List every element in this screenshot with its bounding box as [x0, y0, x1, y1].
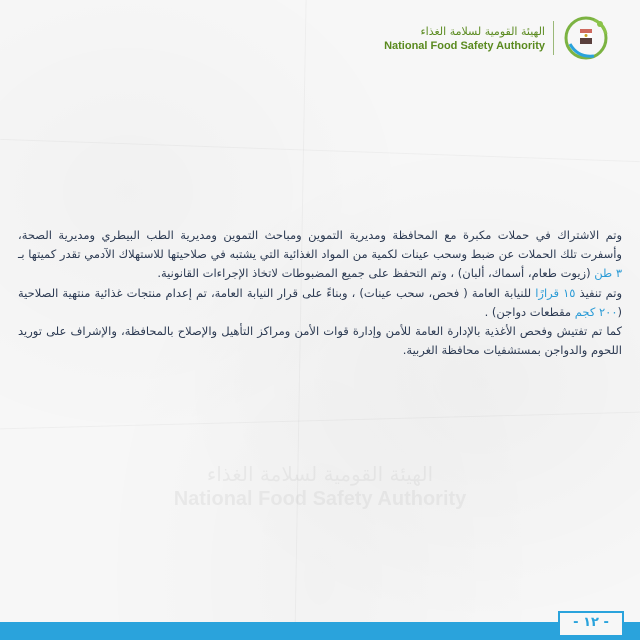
footer-bar — [0, 622, 640, 640]
nfsa-emblem-icon — [562, 14, 610, 62]
logo-divider — [553, 21, 554, 55]
org-name-english: National Food Safety Authority — [384, 39, 545, 52]
paragraph-text: وتم الاشتراك في حملات مكبرة مع المحافظة ومديرية التموين ومباحث التموين ومديرية الطب البيطري ومديرية الصحة، وأسفرت تلك الحملات عن ضبط وسحب عينات لكمية من المواد الغذائية التي يشتبه في صلاحيتها للاستهلاك الآدمي تقدر كميتها بـ — [18, 228, 622, 262]
paragraph-text: وتم تنفيذ — [575, 285, 623, 300]
page-number: - ١٢ - — [558, 611, 624, 635]
watermark-arabic: الهيئة القومية لسلامة الغذاء — [206, 462, 434, 486]
paragraph-decisions — [18, 284, 622, 322]
logo-text — [384, 25, 545, 52]
paragraph-text: (زيوت طعام، أسماك، ألبان) ، وتم التحفظ على جميع المضبوطات لاتخاذ الإجراءات القانونية. — [157, 266, 595, 281]
paper-crease — [0, 139, 640, 162]
body-text — [18, 226, 622, 360]
header-logo — [384, 14, 610, 62]
org-name-arabic: الهيئة القومية لسلامة الغذاء — [420, 24, 545, 38]
watermark-english: National Food Safety Authority — [173, 488, 467, 510]
watermark — [0, 462, 640, 511]
paragraph-inspection: كما تم تفتيش وفحص الأغذية بالإدارة العامة للأمن وإدارة قوات الأمن ومراكز التأهيل والإصلاح بالمحافظة، والإشراف على توريد اللحوم والدواجن بمستشفيات محافظة الغربية. — [18, 324, 622, 358]
highlight-weight: ٢٠٠ كجم — [574, 304, 618, 319]
highlight-decisions-count: ١٥ قرارًا — [535, 285, 576, 300]
highlight-quantity: ٣ طن — [594, 266, 622, 281]
paragraph-text: مقطعات دواجن) . — [484, 304, 575, 319]
paper-crease — [0, 412, 640, 430]
paragraph-text: للنيابة العامة ( فحص، سحب عينات) ، وبناءً على قرار النيابة العامة، تم إعدام منتجات غذائية منتهية الصلاحية ( — [18, 285, 622, 319]
paragraph-campaigns — [18, 226, 622, 284]
